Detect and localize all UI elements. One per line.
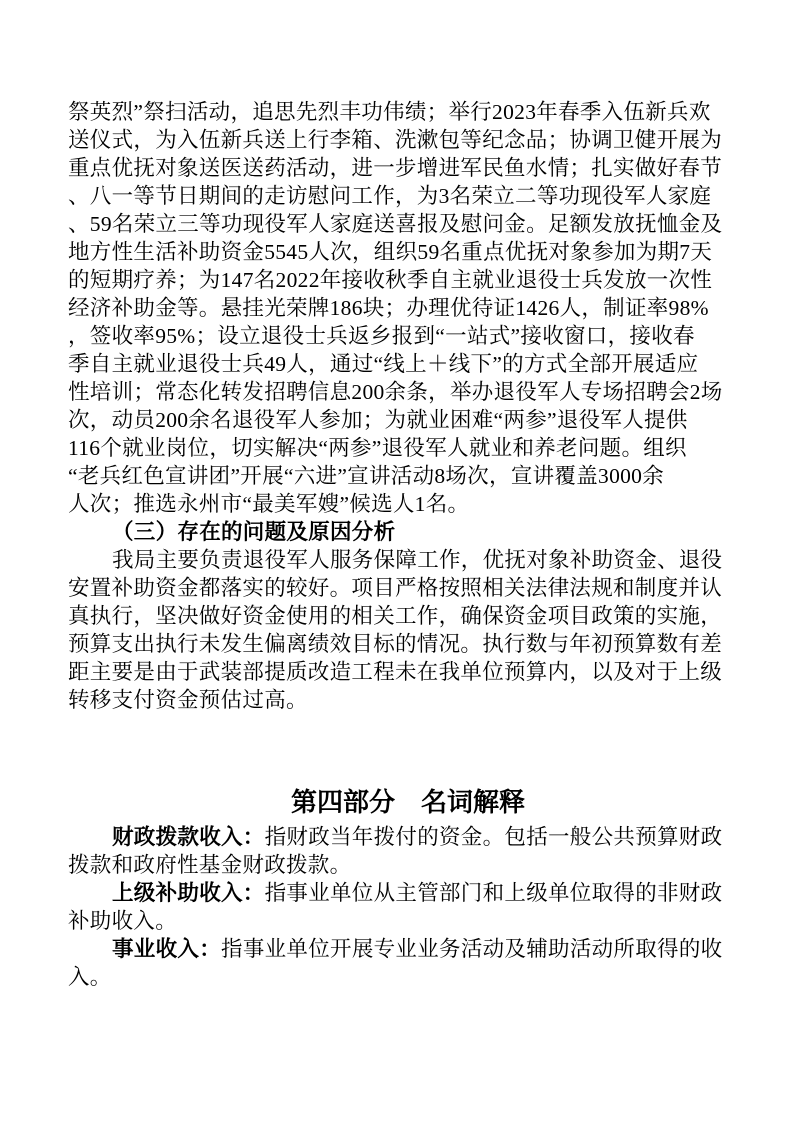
body-text-line: 人次；推选永州市“最美军嫂”候选人1名。 bbox=[68, 492, 470, 516]
term-definition-line: 拨款和政府性基金财政拨款。 bbox=[68, 853, 352, 877]
part4-title: 第四部分 名词解释 bbox=[290, 787, 525, 817]
blank-space bbox=[68, 714, 748, 786]
section-heading-problems-analysis: （三）存在的问题及原因分析 bbox=[112, 520, 396, 544]
term-definition-text: 指财政当年拨付的资金。包括一般公共预算财政 bbox=[264, 825, 723, 849]
term-entry-fiscal-appropriation-income bbox=[68, 823, 748, 879]
term-name: 财政拨款收入： bbox=[112, 825, 265, 849]
term-entry-operational-income bbox=[68, 935, 748, 991]
body-text-line: 转移支付资金预估过高。 bbox=[68, 688, 308, 712]
body-text-line: ，签收率95%；设立退役士兵返乡报到“一站式”接收窗口，接收春 bbox=[68, 324, 695, 348]
body-text-line: 、八一等节日期间的走访慰问工作，为3名荣立二等功现役军人家庭 bbox=[68, 184, 712, 208]
body-text-line: 安置补助资金都落实的较好。项目严格按照相关法律法规和制度并认 bbox=[68, 576, 723, 600]
body-text-line: 祭英烈”祭扫活动，追思先烈丰功伟绩；举行2023年春季入伍新兵欢 bbox=[68, 100, 711, 124]
body-text-line: 重点优抚对象送医送药活动，进一步增进军民鱼水情；扎实做好春节 bbox=[68, 156, 723, 180]
body-text-line: 的短期疗养；为147名2022年接收秋季自主就业退役士兵发放一次性 bbox=[68, 268, 713, 292]
body-text-line: 经济补助金等。悬挂光荣牌186块；办理优待证1426人，制证率98% bbox=[68, 296, 709, 320]
glossary-terms bbox=[68, 823, 748, 991]
term-definition-line bbox=[68, 823, 748, 851]
body-text-line: 我局主要负责退役军人服务保障工作，优抚对象补助资金、退役 bbox=[112, 548, 723, 572]
term-definition-line: 入。 bbox=[68, 965, 112, 989]
body-text-line: “老兵红色宣讲团”开展“六进”宣讲活动8场次，宣讲覆盖3000余 bbox=[68, 464, 665, 488]
body-text-line: 116个就业岗位，切实解决“两参”退役军人就业和养老问题。组织 bbox=[68, 436, 687, 460]
term-definition-line: 补助收入。 bbox=[68, 909, 178, 933]
body-text-line: 季自主就业退役士兵49人，通过“线上＋线下”的方式全部开展适应 bbox=[68, 352, 699, 376]
document-content bbox=[68, 98, 748, 991]
body-text-line: 、59名荣立三等功现役军人家庭送喜报及慰问金。足额发放抚恤金及 bbox=[68, 212, 723, 236]
body-text-line: 地方性生活补助资金5545人次，组织59名重点优抚对象参加为期7天 bbox=[68, 240, 713, 264]
paragraph-problems-analysis bbox=[68, 546, 748, 714]
body-text-line: 距主要是由于武装部提质改造工程未在我单位预算内，以及对于上级 bbox=[68, 660, 723, 684]
body-text-line: 送仪式，为入伍新兵送上行李箱、洗漱包等纪念品；协调卫健开展为 bbox=[68, 128, 723, 152]
paragraph-work-performance bbox=[68, 98, 748, 518]
term-entry-superior-subsidy-income bbox=[68, 879, 748, 935]
body-text-line: 次，动员200余名退役军人参加；为就业困难“两参”退役军人提供 bbox=[68, 408, 688, 432]
body-text-line: 预算支出执行未发生偏离绩效目标的情况。执行数与年初预算数有差 bbox=[68, 632, 723, 656]
body-text-line: 真执行，坚决做好资金使用的相关工作，确保资金项目政策的实施， bbox=[68, 604, 723, 628]
term-definition-line bbox=[68, 879, 748, 907]
term-name: 事业收入： bbox=[112, 937, 222, 961]
term-name: 上级补助收入： bbox=[112, 881, 265, 905]
term-definition-line bbox=[68, 935, 748, 963]
body-text-line: 性培训；常态化转发招聘信息200余条，举办退役军人专场招聘会2场 bbox=[68, 380, 723, 404]
term-definition-text: 指事业单位开展专业业务活动及辅助活动所取得的收 bbox=[221, 937, 723, 961]
term-definition-text: 指事业单位从主管部门和上级单位取得的非财政 bbox=[264, 881, 723, 905]
